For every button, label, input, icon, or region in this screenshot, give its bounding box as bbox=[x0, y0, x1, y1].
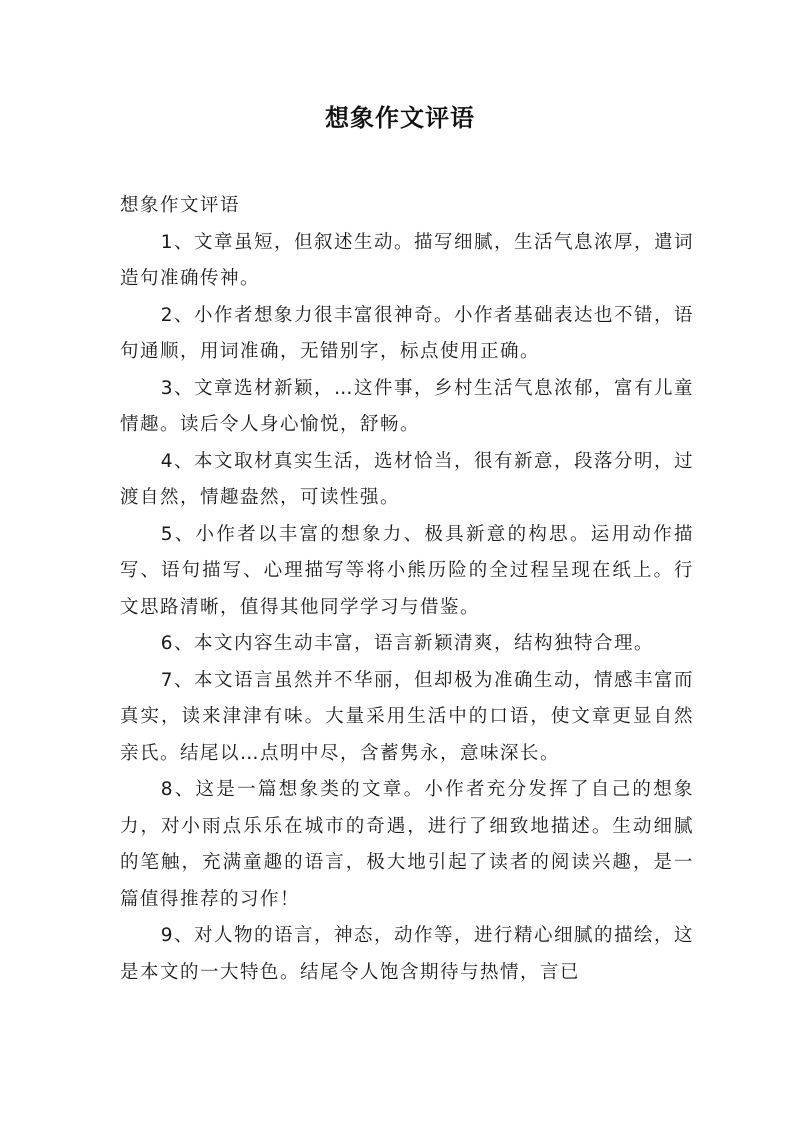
comment-paragraph-9: 9、对人物的语言，神态，动作等，进行精心细腻的描绘，这是本文的一大特色。结尾令人饱含期待与热情，言已 bbox=[120, 925, 694, 983]
comment-paragraph-8: 8、这是一篇想象类的文章。小作者充分发挥了自己的想象力，对小雨点乐乐在城市的奇遇，进行了细致地描述。生动细腻的笔触，充满童趣的语言，极大地引起了读者的阅读兴趣，是一篇值得推荐的习作！ bbox=[120, 779, 694, 910]
comment-paragraph-2: 2、小作者想象力很丰富很神奇。小作者基础表达也不错，语句通顺，用词准确，无错别字，标点使用正确。 bbox=[120, 304, 694, 362]
comment-paragraph-5: 5、小作者以丰富的想象力、极具新意的构思。运用动作描写、语句描写、心理描写等将小熊历险的全过程呈现在纸上。行文思路清晰，值得其他同学学习与借鉴。 bbox=[120, 523, 694, 618]
comment-paragraph-6: 6、本文内容生动丰富，语言新颖清爽，结构独特合理。 bbox=[160, 633, 654, 654]
comment-paragraph-7: 7、本文语言虽然并不华丽，但却极为准确生动，情感丰富而真实，读来津津有味。大量采用生活中的口语，使文章更显自然亲氏。结尾以…点明中尽，含蓄隽永，意味深长。 bbox=[120, 669, 694, 764]
comment-paragraph-3: 3、文章选材新颖，…这件事，乡村生活气息浓郁，富有儿童情趣。读后令人身心愉悦，舒畅。 bbox=[120, 377, 694, 435]
comment-paragraph-1: 1、文章虽短，但叙述生动。描写细腻，生活气息浓厚，遣词造句准确传神。 bbox=[120, 231, 694, 289]
page-title: 想象作文评语 bbox=[325, 103, 475, 132]
comment-paragraph-4: 4、本文取材真实生活，选材恰当，很有新意，段落分明，过渡自然，情趣盎然，可读性强。 bbox=[120, 450, 694, 508]
document-body bbox=[120, 188, 694, 991]
document-subtitle: 想象作文评语 bbox=[120, 195, 241, 216]
